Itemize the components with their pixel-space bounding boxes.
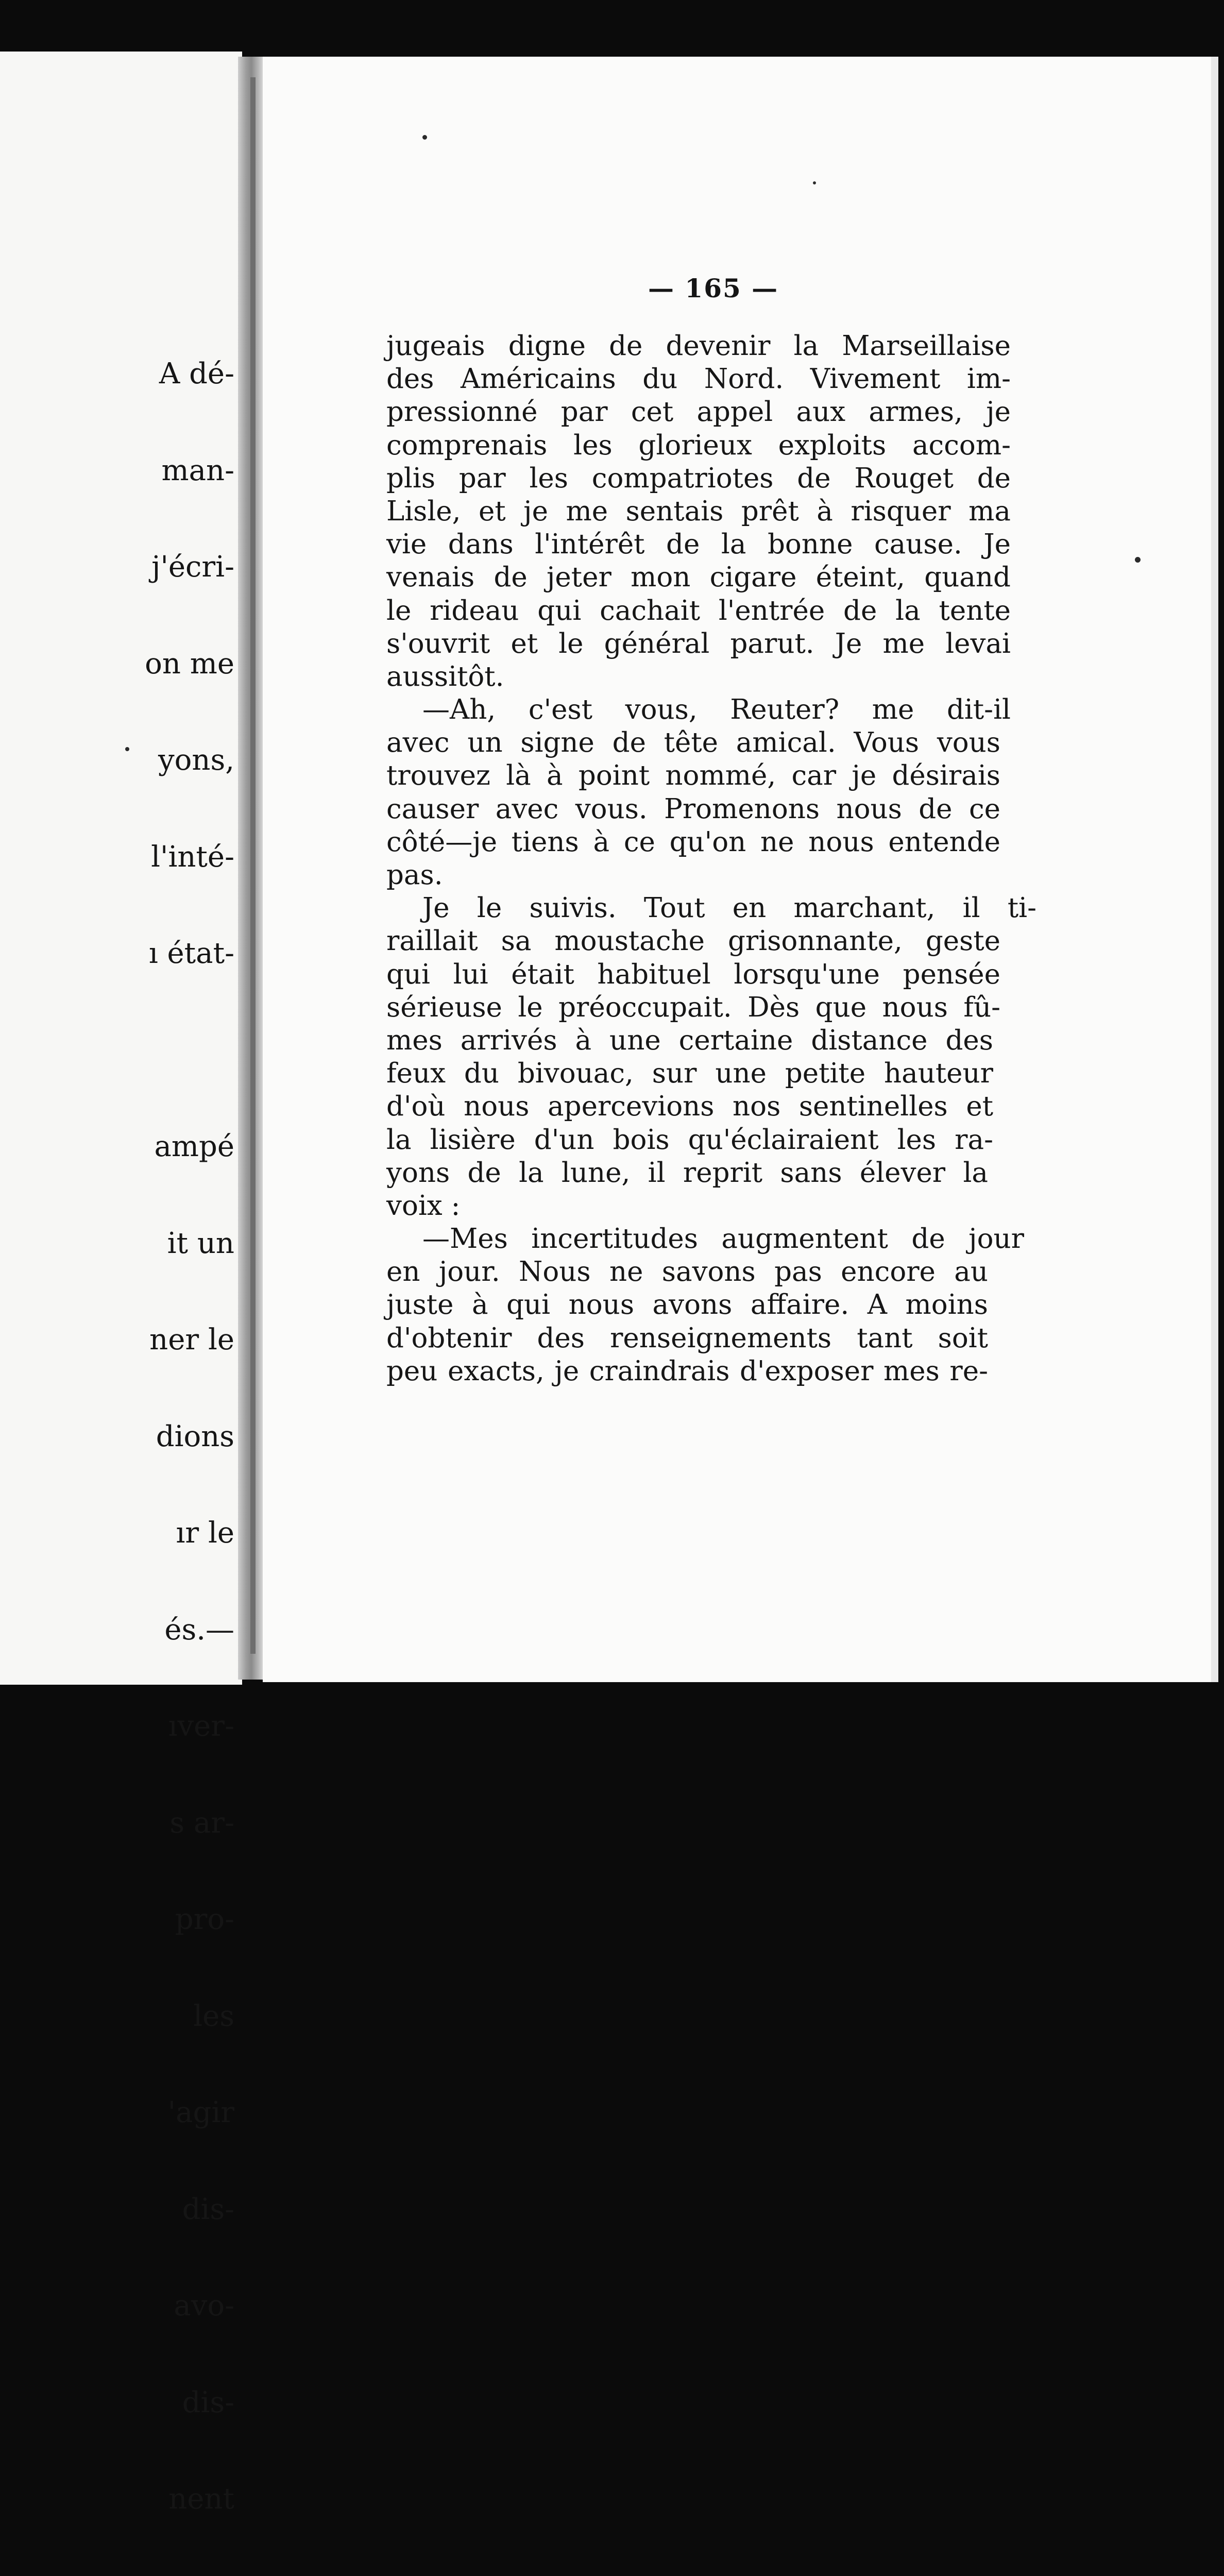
left-line: s ar-: [169, 1806, 234, 1840]
text-line: mes arrivés à une certaine distance des: [386, 1024, 993, 1056]
text-line: vie dans l'intérêt de la bonne cause. Je: [386, 529, 1011, 561]
left-line: dis-: [182, 2192, 234, 2226]
left-line: ıver-: [168, 1709, 234, 1743]
left-line: les: [193, 1999, 234, 2033]
text-line: s'ouvrit et le général parut. Je me levai: [386, 628, 1011, 659]
text-line: comprenais les glorieux exploits accom-: [386, 429, 1011, 461]
text-line: qui lui était habituel lorsqu'une pensée: [386, 958, 1000, 990]
text-line: en jour. Nous ne savons pas encore au: [386, 1256, 988, 1288]
text-line: —Mes incertitudes augmentent de jour: [422, 1223, 1024, 1255]
text-line: sérieuse le préoccupait. Dès que nous fû-: [386, 991, 1000, 1023]
text-line: venais de jeter mon cigare éteint, quand: [386, 562, 1011, 594]
text-line: yons de la lune, il reprit sans élever la: [386, 1157, 988, 1189]
left-line: ı état-: [148, 937, 234, 970]
scan-speck: [813, 181, 816, 184]
left-line: ampé: [154, 1130, 234, 1163]
left-line: l'inté-: [151, 840, 234, 874]
left-line: j'écri-: [151, 550, 234, 584]
text-line: des Américains du Nord. Vivement im-: [386, 363, 1011, 395]
left-line: nent: [168, 2482, 234, 2516]
text-line: voix :: [386, 1190, 461, 1222]
text-line: Je le suivis. Tout en marchant, il ti-: [422, 892, 1036, 924]
left-line: ır le: [176, 1516, 234, 1550]
text-line: —Ah, c'est vous, Reuter? me dit-il: [422, 694, 1011, 726]
text-line: raillait sa moustache grisonnante, geste: [386, 925, 1000, 957]
page-number: — 165 —: [648, 273, 779, 303]
page-body-text: [386, 330, 1036, 1388]
gutter-shadow: [250, 77, 256, 1654]
text-line: trouvez là à point nommé, car je désirais: [386, 760, 1000, 792]
left-line: dis-: [182, 2385, 234, 2419]
left-line: man-: [161, 453, 234, 487]
scan-speck: [125, 747, 129, 751]
left-line: on me: [145, 647, 234, 681]
left-line: yons,: [158, 743, 234, 777]
text-line: plis par les compatriotes de Rouget de: [386, 462, 1011, 494]
text-line: côté—je tiens à ce qu'on ne nous entende: [386, 826, 1000, 858]
text-line: la lisière d'un bois qu'éclairaient les ra-: [386, 1124, 993, 1156]
text-line: le rideau qui cachait l'entrée de la tente: [386, 595, 1011, 626]
text-line: Lisle, et je me sentais prêt à risquer ma: [386, 495, 1011, 527]
text-line: d'obtenir des renseignements tant soit: [386, 1322, 988, 1354]
previous-page-fragment: [0, 52, 242, 2516]
text-line: feux du bivouac, sur une petite hauteur: [386, 1058, 993, 1090]
left-line: pro-: [175, 1903, 234, 1936]
left-line: avo-: [174, 2289, 234, 2323]
left-line: ner le: [149, 1323, 234, 1357]
text-line: pas.: [386, 859, 443, 891]
left-line: A dé-: [159, 357, 234, 391]
left-line: és.—: [164, 1613, 234, 1647]
text-line: d'où nous apercevions nos sentinelles et: [386, 1091, 993, 1123]
text-line: peu exacts, je craindrais d'exposer mes re-: [386, 1355, 988, 1387]
left-line: it un: [167, 1226, 234, 1260]
left-line: dions: [156, 1419, 234, 1453]
scan-speck: [1135, 557, 1141, 563]
text-line: pressionné par cet appel aux armes, je: [386, 396, 1011, 428]
previous-page-text: [145, 294, 234, 2576]
text-line: causer avec vous. Promenons nous de ce: [386, 793, 1000, 825]
text-line: avec un signe de tête amical. Vous vous: [386, 727, 1000, 759]
left-line-blank: [145, 1035, 234, 1067]
text-line: jugeais digne de devenir la Marseillaise: [386, 330, 1011, 362]
text-line: juste à qui nous avons affaire. A moins: [386, 1289, 988, 1321]
left-line: 'agir: [167, 2096, 234, 2129]
scan-speck: [422, 135, 427, 140]
text-line: aussitôt.: [386, 660, 504, 692]
